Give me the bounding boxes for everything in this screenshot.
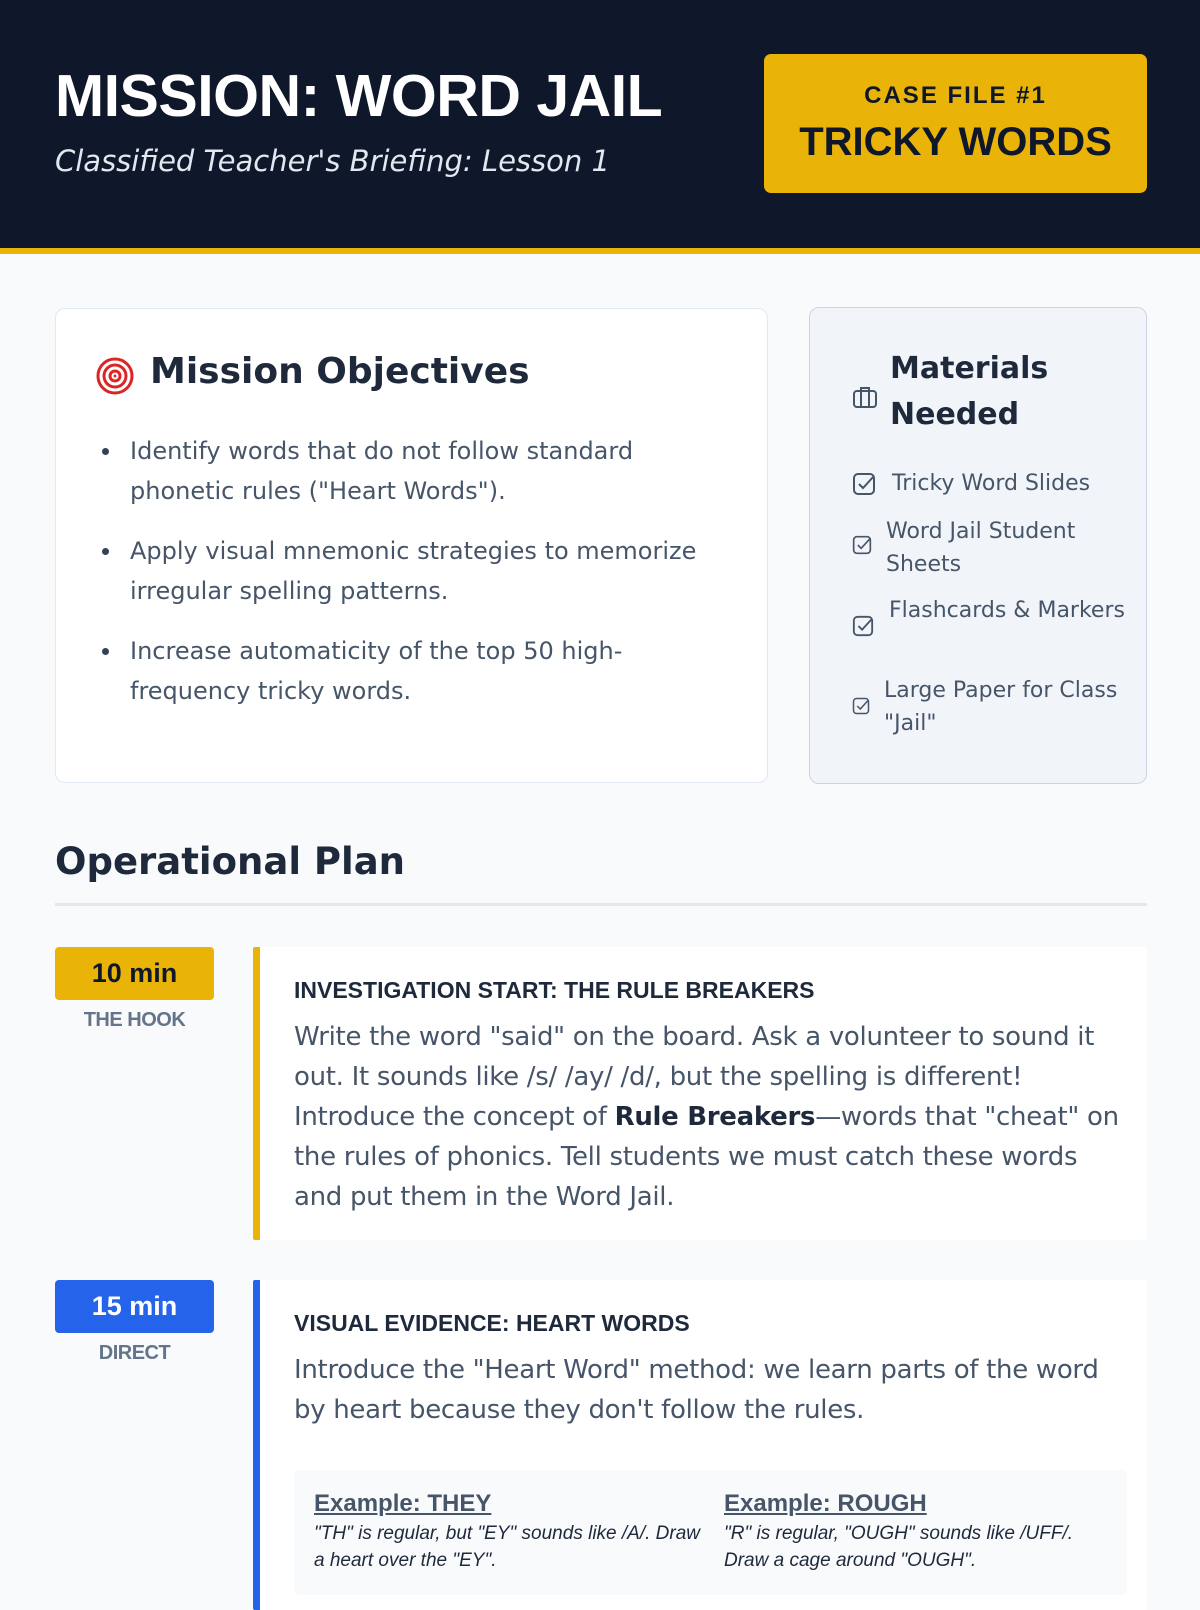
checkbox-icon [852, 535, 872, 555]
checkbox-icon [852, 472, 876, 496]
page-subtitle: Classified Teacher's Briefing: Lesson 1 [55, 144, 610, 178]
step-heading: INVESTIGATION START: THE RULE BREAKERS [294, 977, 815, 1003]
examples-box [294, 1470, 1127, 1595]
section-divider [55, 903, 1147, 906]
example-text: "R" is regular, "OUGH" sounds like /UFF/. Draw a cage around "OUGH". [724, 1523, 1074, 1571]
example-text: "TH" is regular, but "EY" sounds like /A/. Draw a heart over the "EY". [314, 1523, 701, 1571]
objectives-title: Mission Objectives [150, 351, 530, 392]
objective-item [130, 531, 740, 611]
time-badge: 15 min [55, 1280, 214, 1333]
target-icon [96, 357, 134, 395]
step-body-text: Write the word "said" on the board. Ask a volunteer to sound it out. It sounds like /s/ /ay/ /d/, but the spelling is different! Introduce the concept of [294, 1022, 1095, 1132]
time-label: DIRECT [98, 1342, 171, 1364]
section-title: Operational Plan [55, 840, 406, 883]
bullet-icon [102, 648, 109, 655]
objective-item [130, 631, 740, 711]
briefcase-icon [852, 384, 878, 410]
material-text: Flashcards & Markers [889, 598, 1125, 623]
materials-title: Materials Needed [890, 351, 1049, 432]
case-file-label: CASE FILE #1 [864, 82, 1047, 109]
time-badge: 10 min [55, 947, 214, 1000]
material-text: Word Jail Student Sheets [886, 519, 1076, 577]
step-card [253, 1280, 1147, 1610]
materials-card [809, 307, 1147, 784]
case-file-title: TRICKY WORDS [799, 120, 1112, 164]
example-title: Example: ROUGH [724, 1490, 927, 1517]
bullet-icon [102, 448, 109, 455]
bullet-icon [102, 548, 109, 555]
example-item [724, 1490, 1114, 1574]
step-body: Introduce the "Heart Word" method: we learn parts of the word by heart because they don't follow the rules. [294, 1355, 1099, 1425]
step-heading: VISUAL EVIDENCE: HEART WORDS [294, 1310, 690, 1336]
case-file-badge [764, 54, 1147, 193]
header-banner [0, 0, 1200, 254]
step-body-emphasis: Rule Breakers [614, 1102, 816, 1132]
step-body-text: —words that "cheat" on the rules of phonics. Tell students we must catch these words and put them in the Word Jail. [294, 1102, 1119, 1212]
material-text: Large Paper for Class "Jail" [884, 678, 1118, 736]
objective-text: Increase automaticity of the top 50 high-frequency tricky words. [130, 637, 623, 705]
example-item [314, 1490, 704, 1574]
step-body [294, 1017, 1124, 1217]
objective-item [130, 431, 740, 511]
objective-text: Identify words that do not follow standard phonetic rules ("Heart Words"). [130, 437, 634, 505]
material-text: Tricky Word Slides [892, 471, 1091, 496]
objectives-card [55, 308, 768, 783]
step-card [253, 947, 1147, 1240]
checkbox-icon [852, 615, 874, 637]
objectives-list [130, 431, 740, 731]
time-label: THE HOOK [83, 1009, 186, 1031]
checkbox-icon [852, 697, 870, 715]
objective-text: Apply visual mnemonic strategies to memorize irregular spelling patterns. [130, 537, 697, 605]
page-title: MISSION: WORD JAIL [55, 63, 663, 129]
example-title: Example: THEY [314, 1490, 492, 1517]
